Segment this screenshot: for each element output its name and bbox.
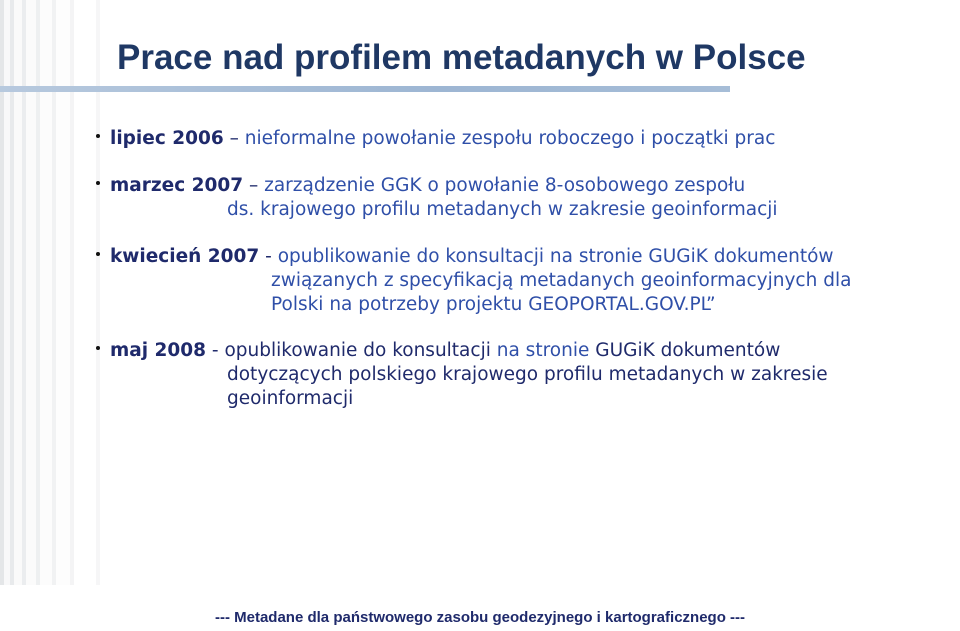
item-text-continued: geoinformacji: [227, 388, 354, 409]
footer-text: --- Metadane dla państwowego zasobu geodezyjnego i kartograficznego ---: [214, 609, 746, 626]
item-date: kwiecień 2007: [110, 246, 260, 267]
item-date: maj 2008: [110, 340, 207, 361]
list-item-line: [110, 246, 834, 267]
slide-title: Prace nad profilem metadanych w Polsce: [117, 38, 806, 77]
bullet-icon: [96, 252, 100, 256]
item-text-a: opublikowanie do konsultacji: [224, 340, 491, 361]
item-separator: -: [259, 246, 278, 267]
item-date: marzec 2007: [110, 175, 244, 196]
item-text: nieformalne powołanie zespołu roboczego i początki prac: [244, 128, 776, 149]
list-item-line: [110, 175, 745, 196]
item-text: opublikowanie do konsultacji na stronie GUGiK dokumentów: [277, 246, 834, 267]
bullet-icon: [96, 346, 100, 350]
item-text-continued: Polski na potrzeby projektu GEOPORTAL.GOV.PL”: [271, 294, 716, 315]
item-separator: –: [243, 175, 265, 196]
item-text: zarządzenie GGK o powołanie 8-osobowego zespołu: [264, 175, 746, 196]
item-text-continued: związanych z specyfikacją metadanych geoinformacyjnych dla: [271, 270, 852, 291]
item-separator: -: [206, 340, 225, 361]
list-item-line: [110, 340, 780, 361]
item-text-continued: dotyczących polskiego krajowego profilu metadanych w zakresie: [227, 364, 828, 385]
item-date: lipiec 2006: [110, 128, 224, 149]
bullet-icon: [96, 134, 100, 138]
item-text-b: na stronie: [490, 340, 596, 361]
title-underline-bar: [0, 86, 730, 92]
item-text-continued: ds. krajowego profilu metadanych w zakresie geoinformacji: [227, 199, 778, 220]
list-item-line: [110, 128, 775, 149]
item-separator: –: [223, 128, 245, 149]
bullet-icon: [96, 181, 100, 185]
item-text-c: GUGiK dokumentów: [595, 340, 781, 361]
